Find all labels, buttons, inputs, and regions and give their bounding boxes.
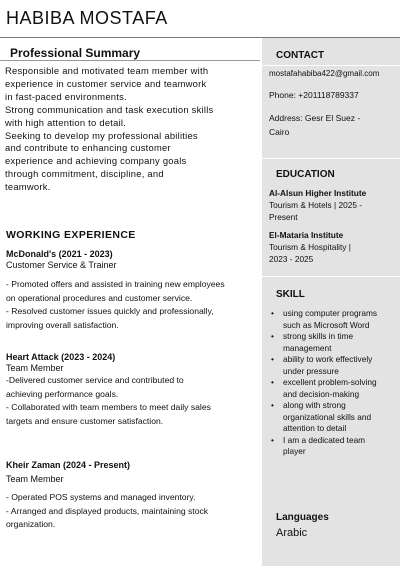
summary-line: experience and achieving company goals: [5, 155, 187, 167]
job-duty-line: -Delivered customer service and contributed to: [6, 375, 184, 385]
summary-heading: Professional Summary: [10, 46, 141, 60]
job-role: Customer Service & Trainer: [6, 260, 117, 270]
job-duties: [6, 278, 258, 333]
bullet-icon: •: [271, 400, 274, 410]
job-duty-line: organization.: [6, 519, 56, 530]
skills-heading: SKILL: [276, 289, 305, 300]
bullet-icon: •: [271, 354, 274, 364]
skill-item: • strong skills in time management: [271, 331, 354, 353]
summary-line: through commitment, discipline, and: [5, 168, 164, 180]
summary-text: [5, 65, 257, 194]
bullet-icon: •: [271, 434, 274, 445]
job-duty-line: - Promoted offers and assisted in training new employees: [6, 279, 225, 289]
job-title: Kheir Zaman (2024 - Present): [6, 460, 131, 470]
summary-line: in fast-paced environments.: [5, 90, 127, 102]
education-item: [269, 187, 397, 223]
education-school: Al-Alsun Higher Institute: [269, 188, 367, 198]
education-detail: 2023 - 2025: [269, 254, 314, 264]
languages-heading: Languages: [276, 512, 329, 523]
main-column: [0, 38, 260, 566]
summary-line: Strong communication and task execution skills: [5, 103, 214, 115]
summary-line: with high attention to detail.: [5, 116, 127, 128]
education-detail: Tourism & Hospitality |: [269, 242, 351, 252]
education-heading: EDUCATION: [276, 169, 335, 180]
job-duty-line: - Arranged and displayed products, maintaining stock: [6, 505, 209, 516]
job-title: Heart Attack (2023 - 2024): [6, 352, 116, 362]
skill-item: • along with strong organizational skills and attention to detail: [271, 400, 372, 433]
summary-line: and contribute to enhancing customer: [5, 142, 171, 154]
education-school: El-Mataria Institute: [269, 230, 344, 240]
contact-address-line-2: Cairo: [269, 127, 290, 137]
language-value: Arabic: [276, 527, 308, 539]
summary-divider: [0, 60, 260, 61]
skill-item: • excellent problem-solving and decision-making: [271, 377, 377, 399]
job-entry-kheir-zaman: [6, 460, 258, 532]
contact-phone: Phone: +201118789337: [269, 90, 359, 100]
job-entry-mcdonalds: [6, 249, 258, 333]
job-role: Team Member: [6, 363, 64, 373]
job-duties: [6, 491, 258, 532]
job-duty-line: - Resolved customer issues quickly and professionally,: [6, 306, 214, 317]
summary-line: Seeking to develop my professional abilities: [5, 129, 198, 141]
summary-line: teamwork.: [5, 181, 51, 193]
job-entry-heart-attack: [6, 352, 258, 429]
skill-item: • ability to work effectively under pressure: [271, 354, 373, 376]
bullet-icon: •: [271, 331, 274, 341]
job-duty-line: - Collaborated with team members to meet daily sales: [6, 402, 211, 413]
job-duty-line: - Operated POS systems and managed inventory.: [6, 492, 196, 502]
bullet-icon: •: [271, 308, 274, 318]
job-title: McDonald's (2021 - 2023): [6, 249, 113, 259]
summary-line: experience in customer service and teamwork: [5, 77, 207, 89]
job-duty-line: targets and ensure customer satisfaction.: [6, 416, 164, 427]
skill-item: • I am a dedicated team player: [271, 434, 366, 456]
skill-item: • using computer programs such as Microsoft Word: [271, 308, 378, 330]
job-duty-line: improving overall satisfaction.: [6, 320, 119, 331]
education-detail: Present: [269, 212, 298, 222]
contact-email: mostafahabiba422@gmail.com: [269, 69, 380, 78]
job-duties: [6, 374, 258, 429]
candidate-name: HABIBA MOSTAFA: [6, 8, 168, 28]
job-role: Team Member: [6, 474, 64, 484]
education-detail: Tourism & Hotels | 2025 -: [269, 200, 362, 210]
skills-list: [271, 308, 397, 458]
education-item: [269, 229, 397, 265]
contact-divider: [262, 65, 400, 66]
section-divider: [262, 276, 400, 277]
contact-heading: CONTACT: [276, 50, 325, 61]
bullet-icon: •: [271, 377, 274, 387]
job-duty-line: on operational procedures and customer service.: [6, 292, 193, 303]
contact-address-line-1: Address: Gesr El Suez -: [269, 113, 361, 123]
summary-line: Responsible and motivated team member with: [5, 65, 209, 76]
sidebar: [262, 38, 400, 566]
experience-heading: WORKING EXPERIENCE: [6, 229, 136, 241]
job-duty-line: achieving performance goals.: [6, 388, 119, 399]
section-divider: [262, 158, 400, 159]
